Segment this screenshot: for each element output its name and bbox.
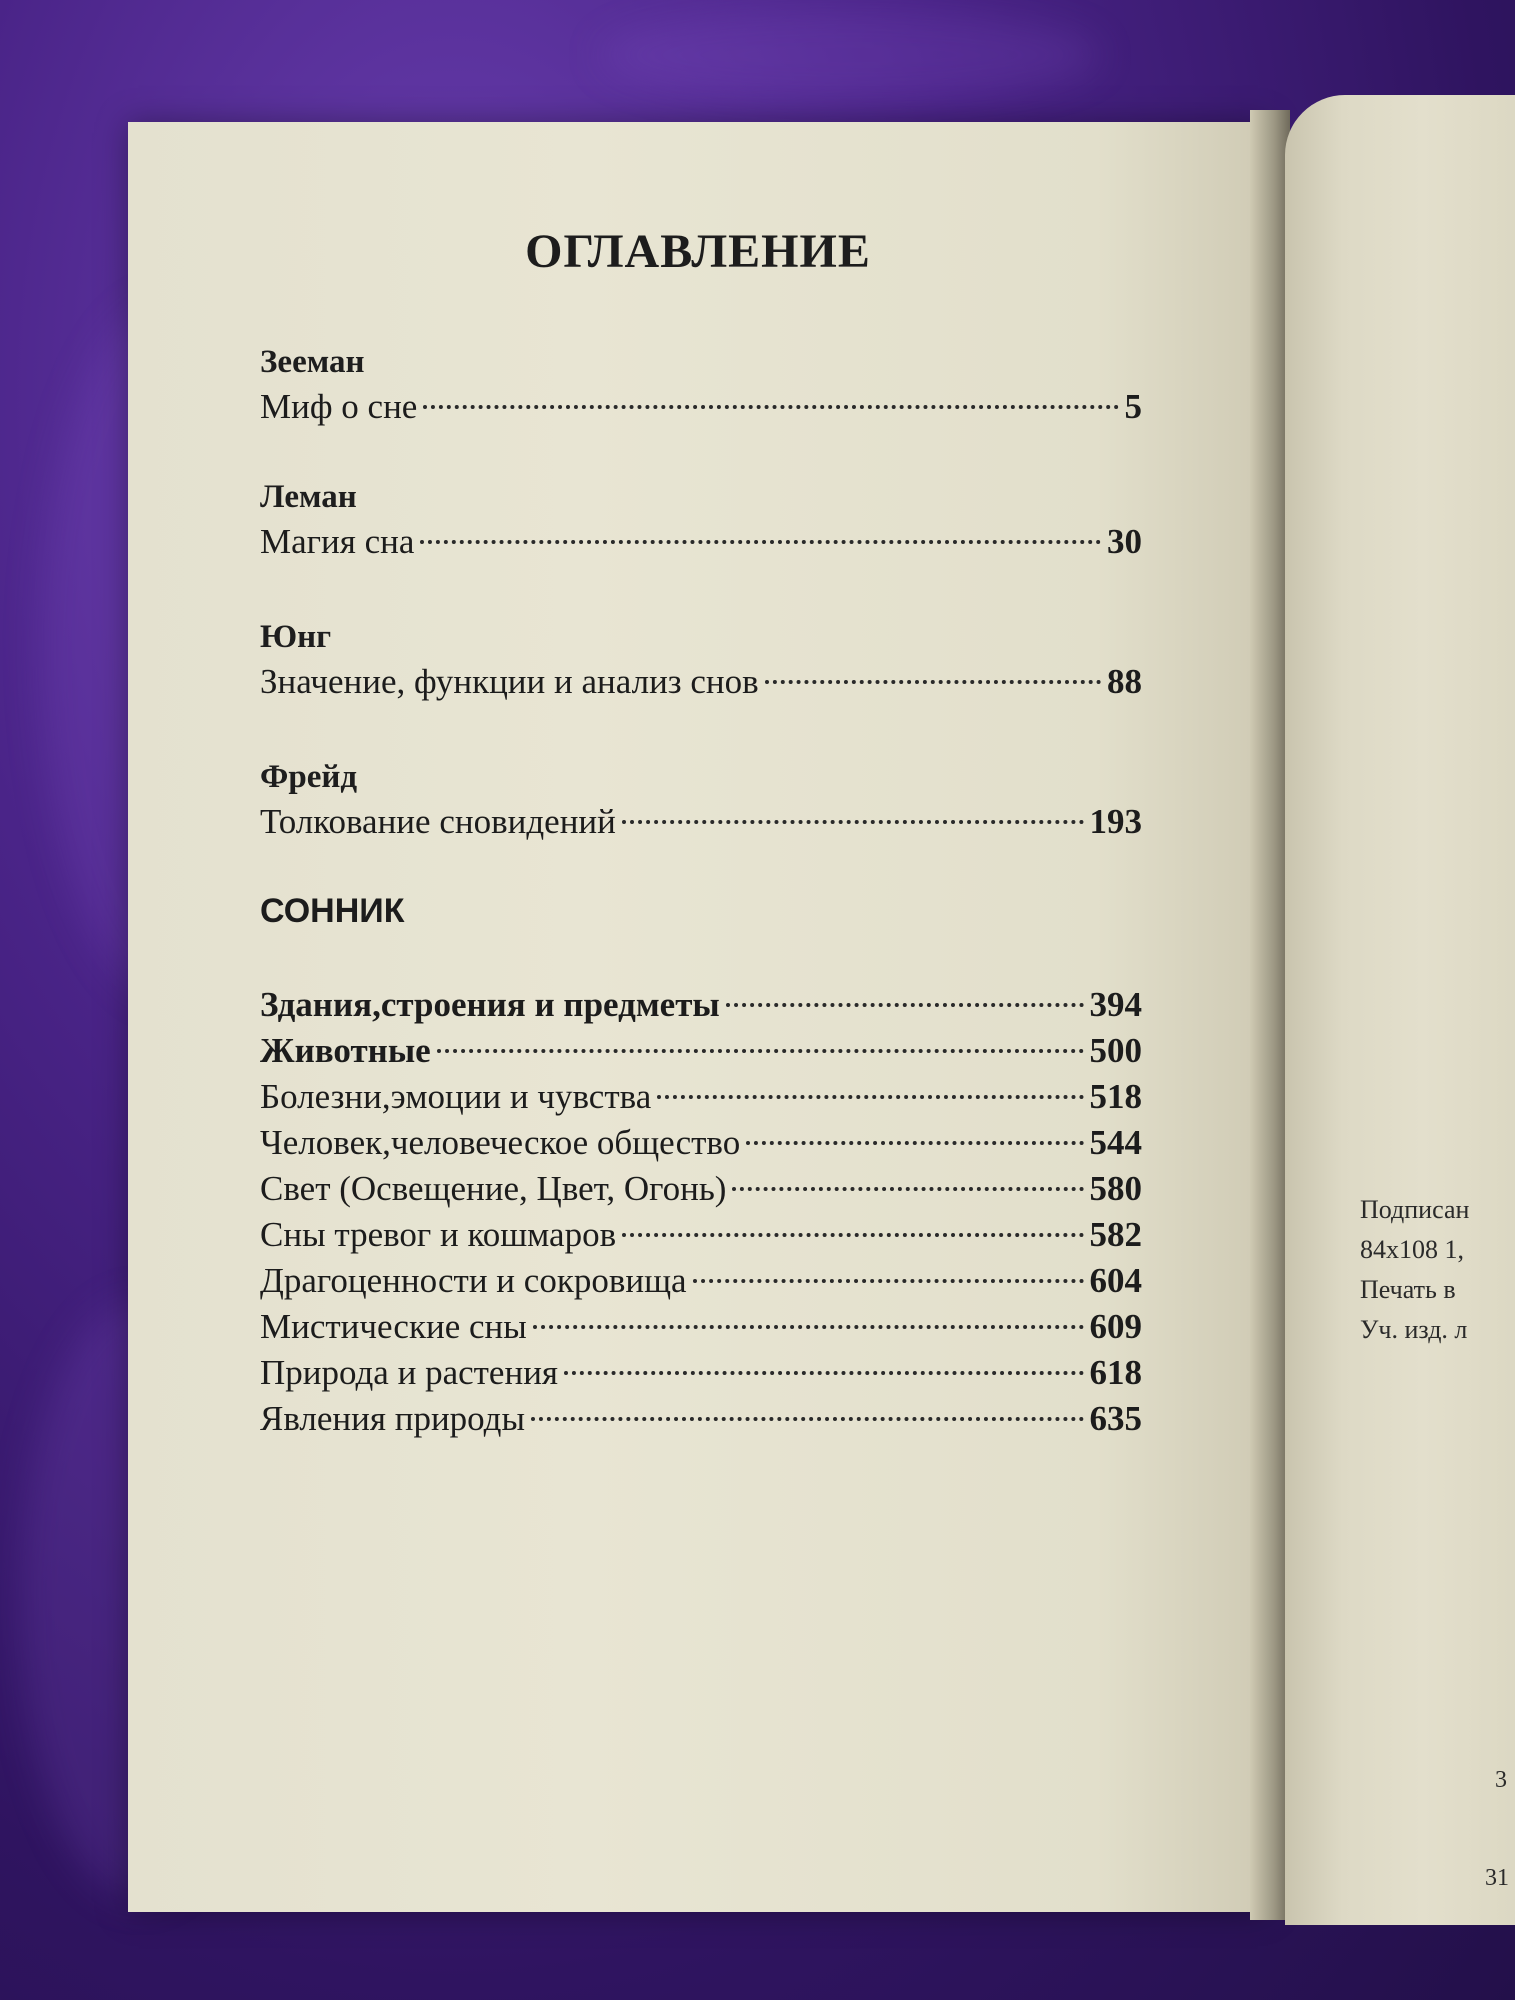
right-page bbox=[1285, 95, 1515, 1925]
entry-page-number: 500 bbox=[1089, 1031, 1142, 1070]
dot-leader bbox=[657, 1095, 1083, 1099]
toc-entry bbox=[260, 1120, 1142, 1166]
dot-leader bbox=[622, 820, 1084, 824]
entry-title: Природа и растения bbox=[260, 1353, 559, 1392]
left-page bbox=[128, 122, 1268, 1912]
entry-page-number: 5 bbox=[1124, 387, 1142, 426]
imprint-line: 84х108 1, bbox=[1360, 1235, 1464, 1264]
entry-page-number: 582 bbox=[1089, 1215, 1142, 1254]
entry-title: Мистические сны bbox=[260, 1307, 527, 1346]
imprint-line: Уч. изд. л bbox=[1360, 1315, 1468, 1344]
entry-title: Значение, функции и анализ снов bbox=[260, 662, 759, 701]
author-name: Леман bbox=[260, 479, 357, 515]
imprint-number: 31 bbox=[1485, 1865, 1509, 1891]
imprint-number: 3 bbox=[1495, 1767, 1507, 1793]
dot-leader bbox=[693, 1279, 1084, 1283]
entry-title: Свет (Освещение, Цвет, Огонь) bbox=[260, 1169, 727, 1208]
dot-leader bbox=[564, 1371, 1083, 1375]
toc-entry bbox=[260, 659, 1142, 705]
toc-entry bbox=[260, 799, 1142, 845]
entry-title: Драгоценности и сокровища bbox=[260, 1261, 687, 1300]
entry-title: Человек,человеческое общество bbox=[260, 1123, 741, 1162]
entry-page-number: 193 bbox=[1089, 802, 1142, 841]
toc-section bbox=[260, 615, 1142, 705]
toc-entry bbox=[260, 1028, 1142, 1074]
entry-page-number: 544 bbox=[1089, 1123, 1142, 1162]
author-name: Юнг bbox=[260, 619, 332, 655]
imprint-line: Подписан bbox=[1360, 1195, 1470, 1224]
page-title: ОГЛАВЛЕНИЕ bbox=[525, 225, 871, 278]
toc-entry bbox=[260, 1304, 1142, 1350]
toc-entry bbox=[260, 1258, 1142, 1304]
dot-leader bbox=[765, 680, 1101, 684]
dot-leader bbox=[746, 1141, 1083, 1145]
toc-section bbox=[260, 340, 1142, 430]
entry-page-number: 580 bbox=[1089, 1169, 1142, 1208]
book-gutter bbox=[1250, 110, 1290, 1920]
toc-entry bbox=[260, 1350, 1142, 1396]
entry-title: Здания,строения и предметы bbox=[260, 985, 720, 1024]
dot-leader bbox=[622, 1233, 1083, 1237]
toc-entry bbox=[260, 384, 1142, 430]
entry-page-number: 30 bbox=[1107, 522, 1142, 561]
entry-page-number: 604 bbox=[1089, 1261, 1142, 1300]
entry-page-number: 518 bbox=[1089, 1077, 1142, 1116]
toc-entry bbox=[260, 1166, 1142, 1212]
dot-leader bbox=[420, 540, 1101, 544]
sonnik-list bbox=[260, 982, 1142, 1442]
dot-leader bbox=[531, 1417, 1084, 1421]
dot-leader bbox=[726, 1003, 1084, 1007]
dot-leader bbox=[437, 1049, 1084, 1053]
entry-title: Магия сна bbox=[260, 522, 415, 561]
toc-section bbox=[260, 755, 1142, 845]
entry-page-number: 635 bbox=[1089, 1399, 1142, 1438]
entry-title: Явления природы bbox=[260, 1399, 525, 1438]
dot-leader bbox=[423, 405, 1118, 409]
toc-entry bbox=[260, 1212, 1142, 1258]
toc-entry bbox=[260, 1074, 1142, 1120]
toc-section bbox=[260, 475, 1142, 565]
entry-page-number: 88 bbox=[1107, 662, 1142, 701]
entry-title: Болезни,эмоции и чувства bbox=[260, 1077, 652, 1116]
entry-page-number: 618 bbox=[1089, 1353, 1142, 1392]
entry-page-number: 609 bbox=[1089, 1307, 1142, 1346]
imprint-text bbox=[1360, 1190, 1469, 1350]
section-heading: СОННИК bbox=[260, 892, 405, 930]
toc-entry bbox=[260, 982, 1142, 1028]
author-name: Зееман bbox=[260, 344, 365, 380]
entry-page-number: 394 bbox=[1089, 985, 1142, 1024]
entry-title: Толкование сновидений bbox=[260, 802, 616, 841]
imprint-line: Печать в bbox=[1360, 1275, 1456, 1304]
dot-leader bbox=[533, 1325, 1084, 1329]
toc-entry bbox=[260, 1396, 1142, 1442]
toc-entry bbox=[260, 519, 1142, 565]
entry-title: Животные bbox=[260, 1031, 431, 1070]
dot-leader bbox=[732, 1187, 1083, 1191]
author-name: Фрейд bbox=[260, 759, 358, 795]
entry-title: Сны тревог и кошмаров bbox=[260, 1215, 617, 1254]
entry-title: Миф о сне bbox=[260, 387, 418, 426]
